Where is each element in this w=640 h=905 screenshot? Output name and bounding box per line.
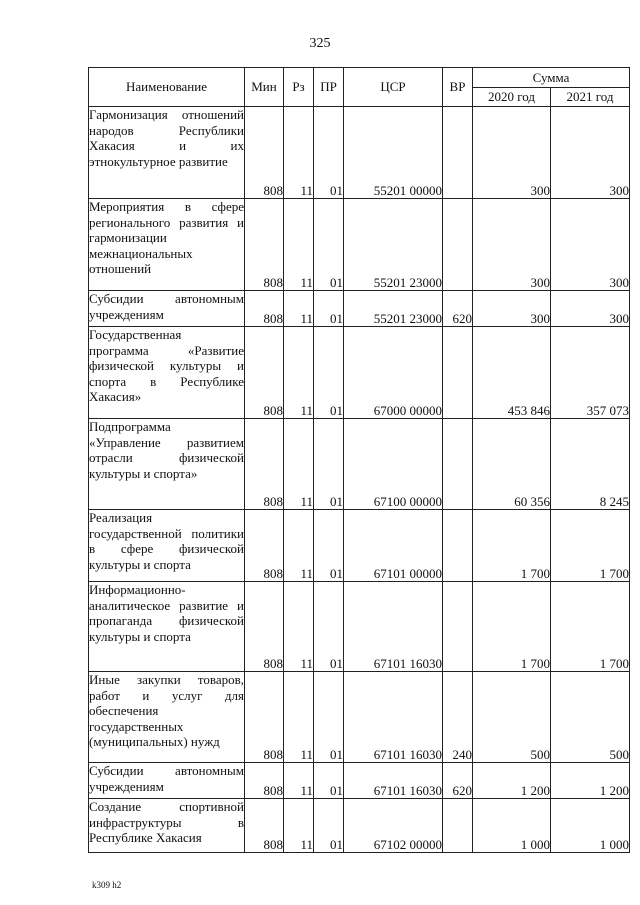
cell-2020: 1 700	[473, 582, 551, 672]
cell-min: 808	[245, 510, 284, 582]
cell-name: Субсидии автономным учреждениям	[89, 763, 245, 799]
cell-2020: 500	[473, 672, 551, 763]
page-number: 325	[309, 36, 331, 51]
cell-vr	[443, 582, 473, 672]
cell-name: Подпрограмма «Управление развитием отрасли физической культуры и спорта»	[89, 419, 245, 510]
cell-rz: 11	[284, 582, 314, 672]
cell-min: 808	[245, 291, 284, 327]
cell-pr: 01	[314, 291, 344, 327]
cell-rz: 11	[284, 291, 314, 327]
cell-name: Информационно-аналитическое развитие и пропаганда физической культуры и спорта	[89, 582, 245, 672]
header-name: Наименование	[89, 68, 245, 107]
cell-rz: 11	[284, 510, 314, 582]
table-row	[89, 419, 630, 510]
cell-2021: 1 000	[551, 799, 630, 853]
table-row	[89, 763, 630, 799]
cell-min: 808	[245, 763, 284, 799]
header-vr: ВР	[443, 68, 473, 107]
cell-pr: 01	[314, 582, 344, 672]
table-row	[89, 582, 630, 672]
cell-name: Государственная программа «Развитие физической культуры и спорта в Республике Хакасия»	[89, 327, 245, 419]
cell-csr: 67101 16030	[344, 672, 443, 763]
table-row	[89, 107, 630, 199]
cell-2021: 300	[551, 291, 630, 327]
cell-vr: 240	[443, 672, 473, 763]
cell-min: 808	[245, 672, 284, 763]
cell-2020: 1 700	[473, 510, 551, 582]
cell-csr: 55201 23000	[344, 291, 443, 327]
cell-vr	[443, 107, 473, 199]
header-year-2020: 2020 год	[473, 88, 551, 107]
footer-code: k309 h2	[92, 880, 122, 890]
cell-rz: 11	[284, 763, 314, 799]
cell-csr: 55201 00000	[344, 107, 443, 199]
cell-min: 808	[245, 419, 284, 510]
cell-rz: 11	[284, 107, 314, 199]
cell-rz: 11	[284, 672, 314, 763]
cell-csr: 67100 00000	[344, 419, 443, 510]
cell-name: Реализация государственной политики в сфере физической культуры и спорта	[89, 510, 245, 582]
cell-rz: 11	[284, 799, 314, 853]
table-row	[89, 291, 630, 327]
cell-pr: 01	[314, 199, 344, 291]
table-row	[89, 672, 630, 763]
cell-csr: 67101 16030	[344, 763, 443, 799]
cell-2021: 1 200	[551, 763, 630, 799]
header-min: Мин	[245, 68, 284, 107]
cell-min: 808	[245, 199, 284, 291]
cell-pr: 01	[314, 763, 344, 799]
cell-vr	[443, 199, 473, 291]
budget-table	[88, 67, 630, 853]
header-pr: ПР	[314, 68, 344, 107]
cell-vr	[443, 799, 473, 853]
cell-2021: 300	[551, 199, 630, 291]
cell-name: Мероприятия в сфере регионального развития и гармонизации межнациональных отношений	[89, 199, 245, 291]
cell-name: Субсидии автономным учреждениям	[89, 291, 245, 327]
cell-pr: 01	[314, 799, 344, 853]
header-year-2021: 2021 год	[551, 88, 630, 107]
cell-pr: 01	[314, 419, 344, 510]
cell-2020: 300	[473, 107, 551, 199]
cell-csr: 67101 16030	[344, 582, 443, 672]
cell-2020: 300	[473, 199, 551, 291]
table-row	[89, 327, 630, 419]
cell-vr	[443, 327, 473, 419]
cell-2020: 1 200	[473, 763, 551, 799]
cell-pr: 01	[314, 107, 344, 199]
table-row	[89, 510, 630, 582]
cell-2020: 1 000	[473, 799, 551, 853]
cell-min: 808	[245, 582, 284, 672]
cell-2021: 1 700	[551, 510, 630, 582]
cell-name: Гармонизация отношений народов Республики Хакасия и их этнокультурное развитие	[89, 107, 245, 199]
cell-pr: 01	[314, 327, 344, 419]
cell-2021: 8 245	[551, 419, 630, 510]
header-sum: Сумма	[473, 68, 630, 88]
cell-min: 808	[245, 327, 284, 419]
cell-csr: 67101 00000	[344, 510, 443, 582]
table-body	[89, 107, 630, 853]
cell-csr: 67000 00000	[344, 327, 443, 419]
cell-pr: 01	[314, 672, 344, 763]
cell-2020: 60 356	[473, 419, 551, 510]
cell-2021: 1 700	[551, 582, 630, 672]
cell-2021: 500	[551, 672, 630, 763]
cell-pr: 01	[314, 510, 344, 582]
table-row	[89, 799, 630, 853]
cell-2021: 357 073	[551, 327, 630, 419]
cell-vr: 620	[443, 763, 473, 799]
cell-vr	[443, 419, 473, 510]
cell-rz: 11	[284, 327, 314, 419]
cell-min: 808	[245, 107, 284, 199]
cell-rz: 11	[284, 419, 314, 510]
cell-vr	[443, 510, 473, 582]
cell-2020: 300	[473, 291, 551, 327]
cell-name: Иные закупки товаров, работ и услуг для обеспечения государственных (муниципальных) нужд	[89, 672, 245, 763]
header-rz: Рз	[284, 68, 314, 107]
cell-csr: 67102 00000	[344, 799, 443, 853]
cell-2021: 300	[551, 107, 630, 199]
cell-name: Создание спортивной инфраструктуры в Республике Хакасия	[89, 799, 245, 853]
cell-vr: 620	[443, 291, 473, 327]
cell-csr: 55201 23000	[344, 199, 443, 291]
cell-rz: 11	[284, 199, 314, 291]
cell-min: 808	[245, 799, 284, 853]
table-row	[89, 199, 630, 291]
cell-2020: 453 846	[473, 327, 551, 419]
header-csr: ЦСР	[344, 68, 443, 107]
